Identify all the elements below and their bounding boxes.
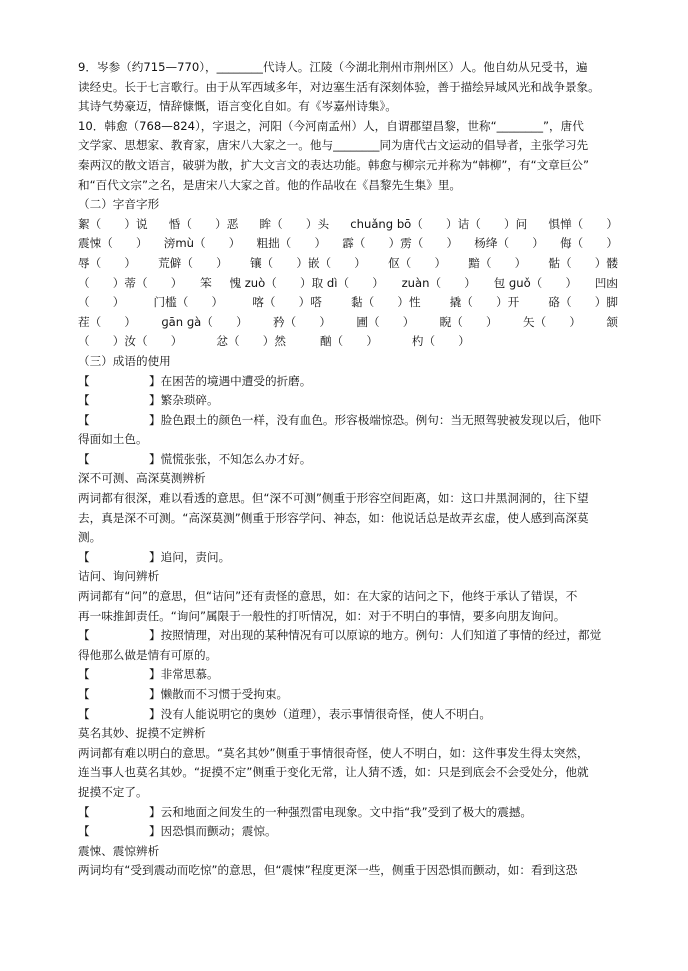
bracket-open: 【 — [78, 824, 90, 839]
grid-row — [78, 313, 618, 333]
text-line: 10．韩愈（768—824），字退之，河阳（今河南孟州）人，自谓郡望昌黎，世称“________”，唐代 — [78, 118, 584, 133]
item-10 — [78, 117, 618, 195]
analysis-text-line: 两词都有很深，难以看透的意思。但“深不可测”侧重于形容空间距离，如：这口井黑洞洞的，往下望 — [78, 491, 589, 506]
idiom-definition: 】没有人能说明它的奥妙（道理），表示事情很奇怪，使人不明白。 — [149, 706, 492, 721]
grid-cell: 睨（ ） — [439, 314, 498, 329]
grid-cell: 惧惮（ ） — [548, 216, 618, 231]
idiom-definition: 】在困苦的境遇中遭受的折磨。 — [149, 373, 312, 388]
grid-cell: 颔 — [606, 314, 618, 329]
section-heading-idioms: （三）成语的使用 — [78, 353, 171, 368]
grid-cell: 滂mù（ ） — [163, 236, 241, 251]
idiom-entry — [78, 372, 618, 392]
idiom-entry — [78, 391, 618, 411]
item-9 — [78, 58, 618, 117]
text-line: 9．岑参（约715—770），________代诗人。江陵（今湖北荆州市荆州区）人。他自幼从兄受书，遍 — [78, 60, 588, 74]
answer-blank — [94, 705, 149, 725]
idiom-definition: 】因恐惧而颤动；震惊。 — [149, 824, 277, 839]
idiom-entry — [78, 665, 618, 685]
analysis-heading: 震悚、震惊辨析 — [78, 843, 160, 858]
grid-cell: 凹凼 — [594, 275, 618, 290]
grid-cell: 侮（ ） — [560, 236, 618, 251]
grid-cell: 杓（ ） — [411, 334, 470, 349]
text-line: 文学家、思想家、教育家，唐宋八大家之一。他与________同为唐代古文运动的倡导者，主张学习先 — [78, 138, 589, 153]
grid-cell: 骷（ ）髅 — [548, 255, 618, 270]
section-heading-pronunciation: （二）字音字形 — [78, 197, 160, 212]
grid-cell: 伛（ ） — [388, 255, 447, 270]
grid-cell: zuàn（ ） — [401, 275, 476, 290]
idiom-entry — [78, 822, 618, 842]
bracket-open: 【 — [78, 687, 90, 701]
grid-cell: 霹（ ）雳（ ） — [342, 236, 459, 251]
idiom-entry — [78, 685, 618, 705]
grid-row — [78, 215, 618, 235]
idiom-entry — [78, 450, 618, 470]
grid-cell: 圃（ ） — [356, 314, 415, 329]
grid-cell: 愧 zuò（ ）取 dì（ ） — [229, 275, 384, 290]
grid-cell: （ ） — [78, 295, 125, 310]
bracket-open: 【 — [78, 628, 90, 643]
answer-blank — [94, 685, 149, 705]
idiom-definition-continued: 得面如土色。 — [78, 432, 148, 447]
idiom-section — [78, 372, 618, 881]
pronunciation-grid — [78, 215, 618, 352]
answer-blank — [94, 803, 149, 823]
bracket-open: 【 — [78, 549, 90, 564]
grid-cell: 惛（ ）恶 — [168, 216, 239, 231]
analysis-text-line: 测。 — [78, 530, 102, 545]
grid-cell: ɡān ɡà（ ） — [161, 314, 248, 329]
answer-blank — [94, 391, 149, 411]
analysis-heading: 莫名其妙、捉摸不定辨析 — [78, 726, 206, 741]
grid-cell: 硌（ ）脚 — [548, 295, 618, 310]
idiom-definition: 】按照情理，对出现的某种情况有可以原谅的地方。例句：人们知道了事情的经过，都觉 — [149, 628, 602, 643]
grid-cell: 黯（ ） — [468, 255, 527, 270]
grid-cell: 矜（ ） — [273, 314, 331, 329]
analysis-heading: 诘问、询问辨析 — [78, 569, 160, 584]
idiom-definition: 】脸色跟土的颜色一样，没有血色。形容极端惊恐。例句：当无照驾驶被发现以后，他吓 — [149, 412, 602, 427]
grid-cell: 镶（ ）嵌（ ） — [249, 255, 366, 270]
grid-cell: 忿（ ）然 — [216, 334, 286, 349]
grid-cell: 黏（ ）性 — [350, 295, 421, 310]
idiom-definition: 】云和地面之间发生的一种强烈雷电现象。文中指“我”受到了极大的震撼。 — [149, 804, 533, 819]
document-page — [78, 58, 618, 881]
grid-cell: 矢（ ） — [523, 314, 581, 329]
analysis-text-line: 连当事人也莫名其妙。“捉摸不定”侧重于变化无常，让人猜不透，如：只是到底会不会受处分，他就 — [78, 765, 589, 780]
analysis-heading: 深不可测、高深莫测辨析 — [78, 471, 206, 486]
text-line: 秦两汉的散文语言，破骈为散，扩大文言文的表达功能。韩愈与柳宗元并称为“韩柳”，有“文章巨公” — [78, 157, 589, 172]
bracket-open: 【 — [78, 451, 90, 466]
text-line: 和“百代文宗”之名，是唐宋八大家之首。他的作品收在《昌黎先生集》里。 — [78, 177, 462, 192]
idiom-definition: 】追问，责问。 — [149, 549, 231, 564]
analysis-text-line: 去，真是深不可测。“高深莫测”侧重于形容学问、神态，如：他说话总是故弄玄虚，使人感到高深莫 — [78, 510, 589, 525]
bracket-open: 【 — [78, 804, 90, 819]
text-line: 其诗气势豪迈，情辞慷慨，语言变化自如。有《岑嘉州诗集》。 — [78, 99, 397, 114]
idiom-entry — [78, 705, 618, 725]
grid-cell: 杨绛（ ） — [474, 236, 544, 251]
grid-cell: （ ）汝（ ） — [78, 334, 183, 349]
answer-blank — [94, 626, 149, 646]
grid-cell: 喀（ ）嗒 — [252, 295, 322, 310]
grid-cell: 荒僻（ ） — [158, 255, 228, 270]
grid-cell: 茬（ ） — [78, 314, 136, 329]
grid-cell: （ ）蒂（ ） — [78, 275, 183, 290]
analysis-text-line: 捉摸不定了。 — [78, 784, 148, 799]
idiom-definition: 】繁杂琐碎。 — [149, 393, 219, 408]
idiom-definition-continued: 得他那么做是情有可原的。 — [78, 647, 218, 662]
answer-blank — [94, 548, 149, 568]
answer-blank — [94, 372, 149, 392]
grid-cell: 门槛（ ） — [153, 295, 224, 310]
answer-blank — [94, 450, 149, 470]
grid-cell: 笨 — [200, 275, 212, 290]
grid-cell: 震悚（ ） — [78, 236, 148, 251]
text-line: 读经史。长于七言歌行。由于从军西域多年，对边塞生活有深刻体验，善于描绘异域风光和战争景象。 — [78, 79, 600, 94]
grid-cell: 粗拙（ ） — [256, 236, 327, 251]
idiom-entry — [78, 411, 618, 431]
idiom-entry — [78, 548, 618, 568]
grid-row — [78, 332, 618, 352]
idiom-entry — [78, 803, 618, 823]
idiom-entry — [78, 626, 618, 646]
grid-cell: 包 ɡuǒ（ ） — [493, 275, 578, 290]
grid-cell: 撬（ ）开 — [449, 295, 520, 310]
answer-blank — [94, 411, 149, 431]
analysis-text-line: 两词都有“问”的意思，但“诘问”还有责怪的意思，如：在大家的诘问之下，他终于承认了错误，不 — [78, 589, 578, 604]
bracket-open: 【 — [78, 412, 90, 427]
analysis-text-line: 两词都有难以明白的意思。“莫名其妙”侧重于事情很奇怪，使人不明白，如：这件事发生得太突然， — [78, 745, 589, 760]
grid-row — [78, 234, 618, 254]
idiom-definition: 】懒散而不习惯于受拘束。 — [149, 687, 289, 701]
grid-cell: 酗（ ） — [319, 334, 378, 349]
bracket-open: 【 — [78, 393, 90, 408]
bracket-open: 【 — [78, 706, 90, 721]
analysis-text-line: 两词均有“受到震动而吃惊”的意思，但“震悚”程度更深一些，侧重于因恐惧而颤动，如：看到这恐 — [78, 863, 578, 878]
bracket-open: 【 — [78, 667, 90, 682]
analysis-text-line: 再一味推卸责任。“询问”属限于一般性的打听情况，如：对于不明白的事情，要多向朋友询问。 — [78, 608, 566, 623]
grid-row — [78, 254, 618, 274]
grid-row — [78, 293, 618, 313]
answer-blank — [94, 822, 149, 842]
idiom-definition: 】慌慌张张，不知怎么办才好。 — [149, 451, 312, 466]
grid-row — [78, 274, 618, 294]
grid-cell: 絮（ ）说 — [78, 216, 148, 231]
grid-cell: 辱（ ） — [78, 255, 136, 270]
bracket-open: 【 — [78, 373, 90, 388]
idiom-definition: 】非常思慕。 — [149, 667, 219, 682]
grid-cell: chuǎng bō（ ）诘（ ）问 — [350, 216, 528, 231]
answer-blank — [94, 665, 149, 685]
grid-cell: 眸（ ）头 — [259, 216, 330, 231]
